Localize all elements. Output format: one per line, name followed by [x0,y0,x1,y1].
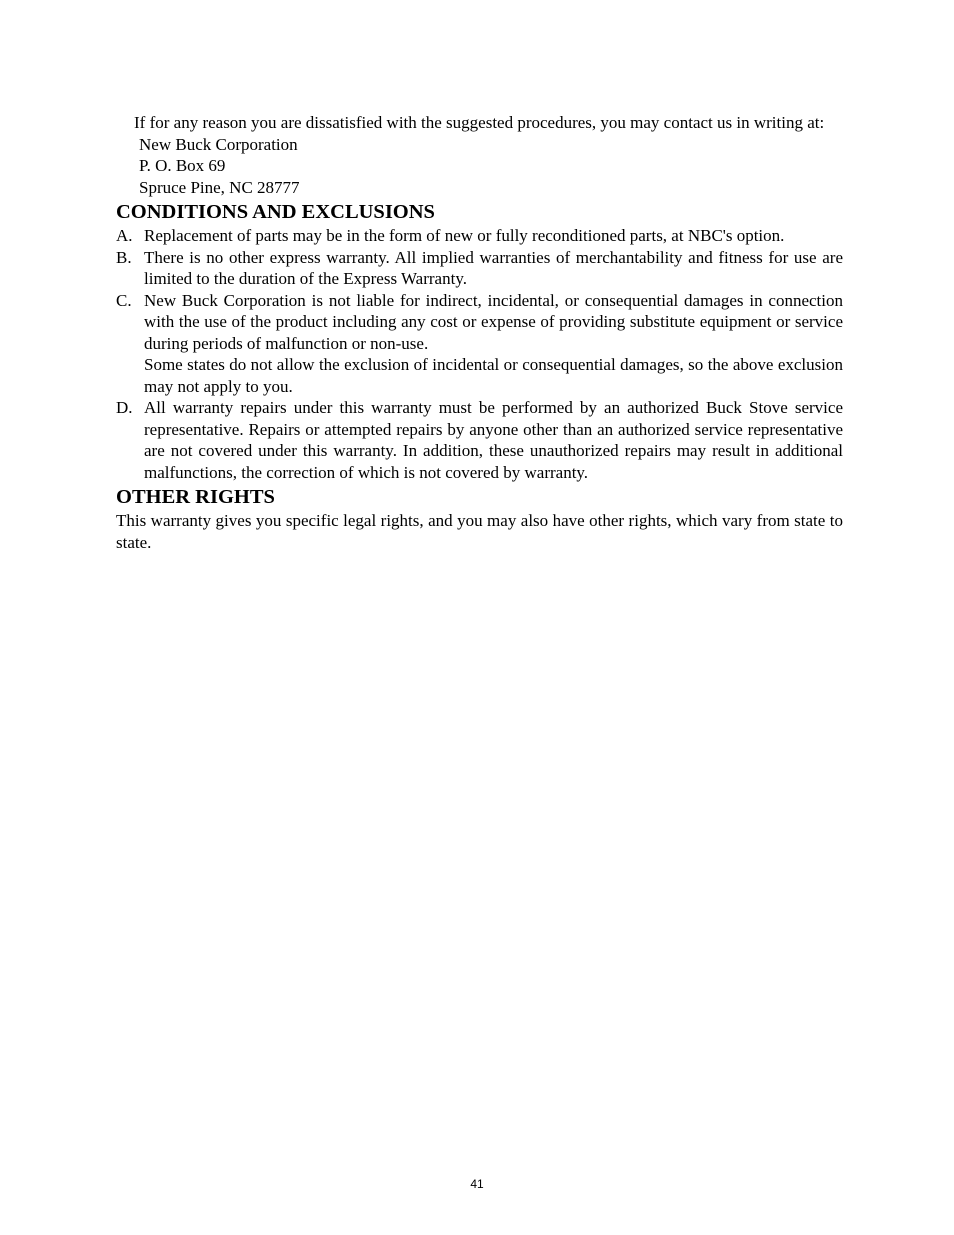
condition-marker-d: D. [116,398,133,417]
condition-marker-b: B. [116,247,132,267]
page-number: 41 [470,1177,484,1191]
mailing-address [116,134,843,199]
conditions-list [116,225,843,483]
intro-paragraph: If for any reason you are dissatisfied with the suggested procedures, you may contact us in writing at: [134,113,825,132]
conditions-heading: CONDITIONS AND EXCLUSIONS [116,201,435,223]
other-rights-heading: OTHER RIGHTS [116,486,275,508]
condition-marker-c: C. [116,290,132,310]
other-rights-text: This warranty gives you specific legal rights, and you may also have other rights, which vary from state to state. [116,511,843,552]
condition-marker-a: A. [116,226,133,245]
address-city-state-zip: Spruce Pine, NC 28777 [139,177,300,197]
condition-text-d: All warranty repairs under this warranty must be performed by an authorized Buck Stove service representative. Repairs or attempted repairs by anyone other than an authorized service representative are not covered under this warranty. In addition, these unauthorized repairs may result in additional malfunctions, the correction of which is not covered by warranty. [144,398,843,482]
condition-text-a: Replacement of parts may be in the form of new or fully reconditioned parts, at NBC's option. [144,226,785,245]
condition-note-c: Some states do not allow the exclusion of incidental or consequential damages, so the above exclusion may not apply to you. [144,355,843,396]
condition-item-d [116,397,843,483]
address-company: New Buck Corporation [139,134,298,154]
condition-item-b [116,247,843,290]
condition-text-b: There is no other express warranty. All implied warranties of merchantability and fitness for use are limited to the duration of the Express Warranty. [144,247,843,288]
condition-item-c [116,290,843,398]
condition-item-a [116,225,843,247]
page-content [116,112,843,553]
address-po-box: P. O. Box 69 [139,156,226,175]
condition-text-c: New Buck Corporation is not liable for indirect, incidental, or consequential damages in connection with the use of the product including any cost or expense of providing substitute equipment or service during periods of malfunction or non-use. [144,290,843,353]
